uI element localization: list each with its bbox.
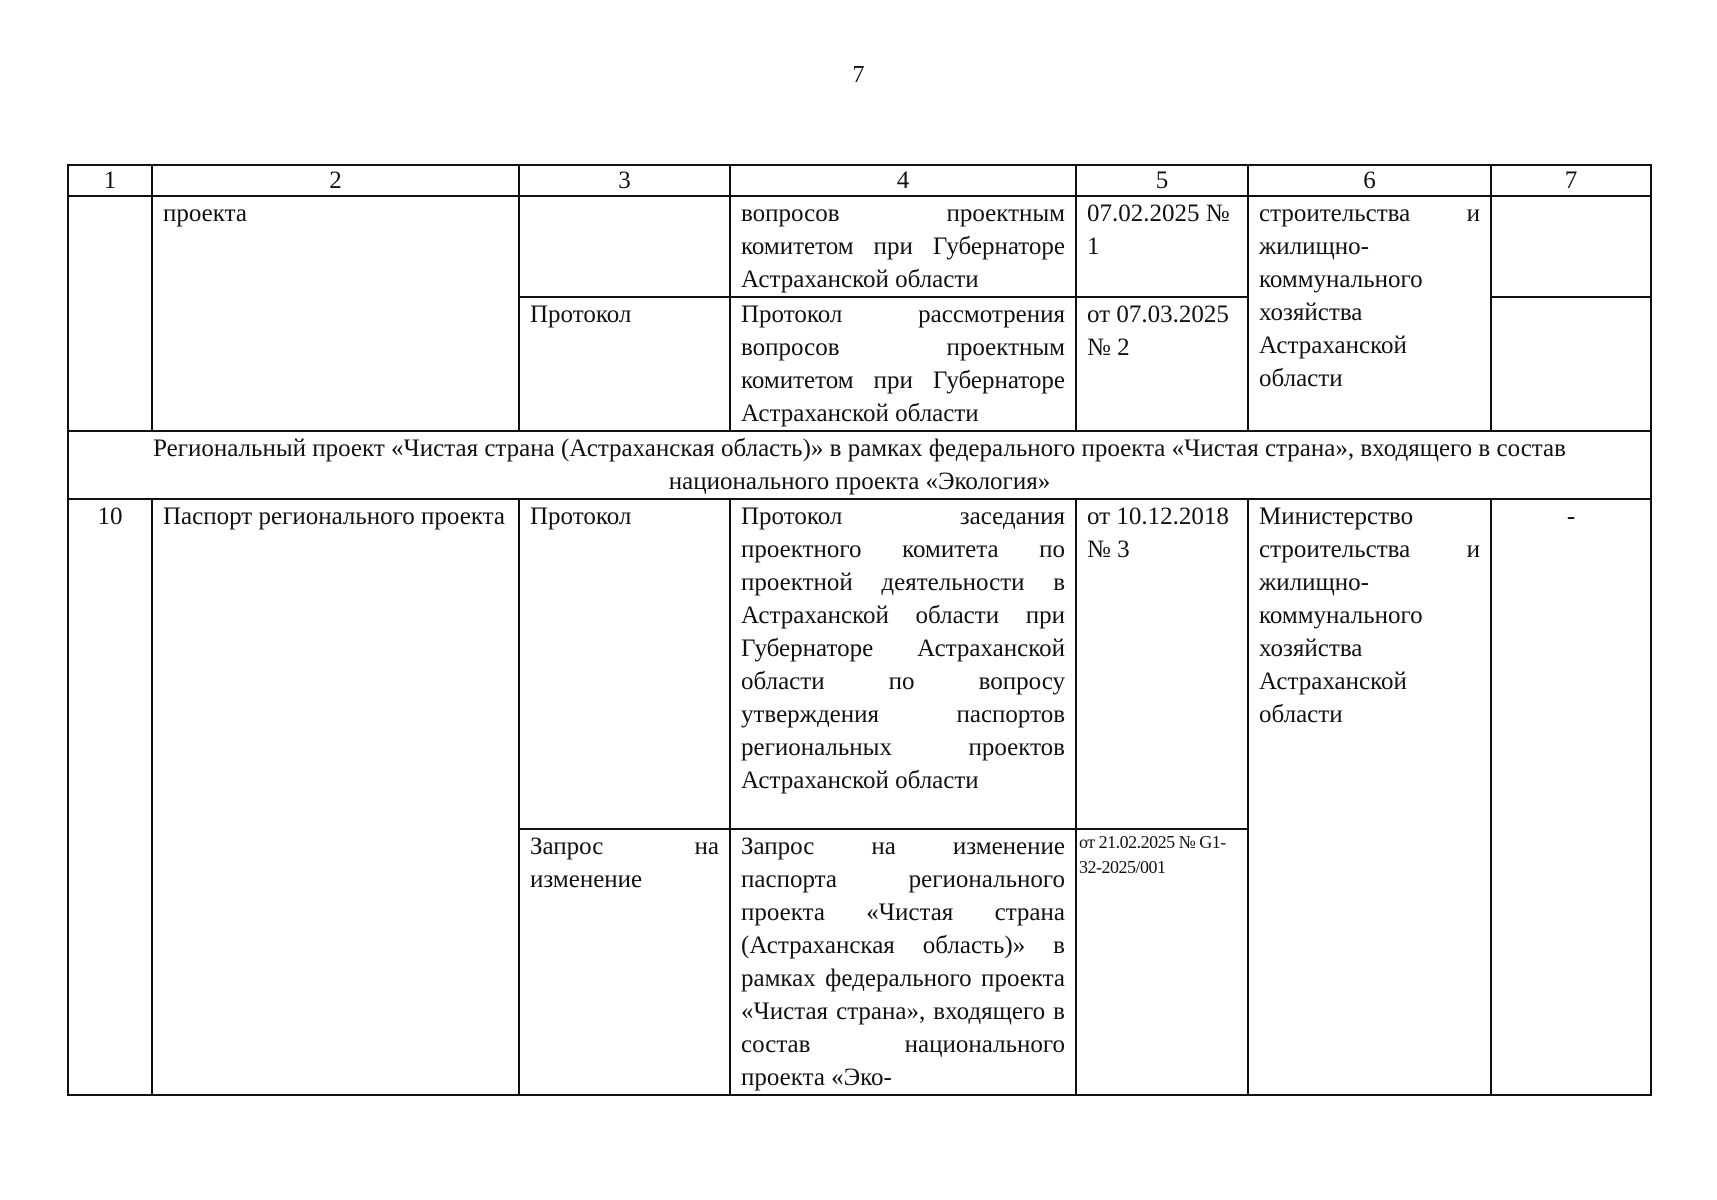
continuation-number-cell	[68, 196, 152, 431]
page-number: 7	[852, 62, 865, 88]
column-number-5: 5	[1076, 165, 1248, 196]
column-number-2: 2	[152, 165, 519, 196]
protocol-desc-cell: Протокол рассмотрения вопросов проектным комитетом при Губернаторе Астраханской области	[730, 297, 1076, 431]
doc1-details-cell: от 10.12.2018 № 3	[1076, 499, 1248, 829]
column-number-4: 4	[730, 165, 1076, 196]
continuation-doc-details-cell: 07.02.2025 № 1	[1076, 196, 1248, 297]
doc2-desc-cell: Запрос на изменение паспорта регионального проекта «Чистая страна (Астраханская область)» в рамках федерального проекта «Чистая страна», входящего в состав национального проекта «Эко-	[730, 829, 1076, 1095]
row-name-cell: Паспорт регионального проекта	[152, 499, 519, 1095]
continuation-doc-type-cell	[519, 196, 730, 297]
registry-table	[67, 164, 1652, 1096]
column-number-6: 6	[1248, 165, 1491, 196]
table-row	[68, 196, 1651, 297]
column-number-3: 3	[519, 165, 730, 196]
continuation-name-cell: проекта	[152, 196, 519, 431]
doc1-desc-cell: Протокол заседания проектного комитета по проектной деятельности в Астраханской области при Губернаторе Астраханской области по вопросу утверждения паспортов региональных проектов Астраханской области	[730, 499, 1076, 829]
table-row	[68, 499, 1651, 829]
continuation-note-cell	[1491, 196, 1651, 297]
column-number-7: 7	[1491, 165, 1651, 196]
row-number-cell: 10	[68, 499, 152, 1095]
section-heading: Региональный проект «Чистая страна (Астраханская область)» в рамках федерального проекта «Чистая страна», входящего в состав национального проекта «Экология»	[68, 431, 1651, 499]
section-heading-row	[68, 431, 1651, 499]
protocol-details-cell: от 07.03.2025 № 2	[1076, 297, 1248, 431]
continuation-responsible-cell: строительства и жилищно-коммунального хозяйства Астраханской области	[1248, 196, 1491, 431]
doc1-type-cell: Протокол	[519, 499, 730, 829]
protocol-note-cell	[1491, 297, 1651, 431]
note-cell: -	[1491, 499, 1651, 1095]
column-number-row	[68, 165, 1651, 196]
column-number-1: 1	[68, 165, 152, 196]
continuation-doc-desc-cell: вопросов проектным комитетом при Губернаторе Астраханской области	[730, 196, 1076, 297]
responsible-cell: Министерство строительства и жилищно-коммунального хозяйства Астраханской области	[1248, 499, 1491, 1095]
doc2-type-cell: Запрос на изменение	[519, 829, 730, 1095]
doc2-details-cell: от 21.02.2025 № G1-32-2025/001	[1076, 829, 1248, 1095]
protocol-type-cell: Протокол	[519, 297, 730, 431]
